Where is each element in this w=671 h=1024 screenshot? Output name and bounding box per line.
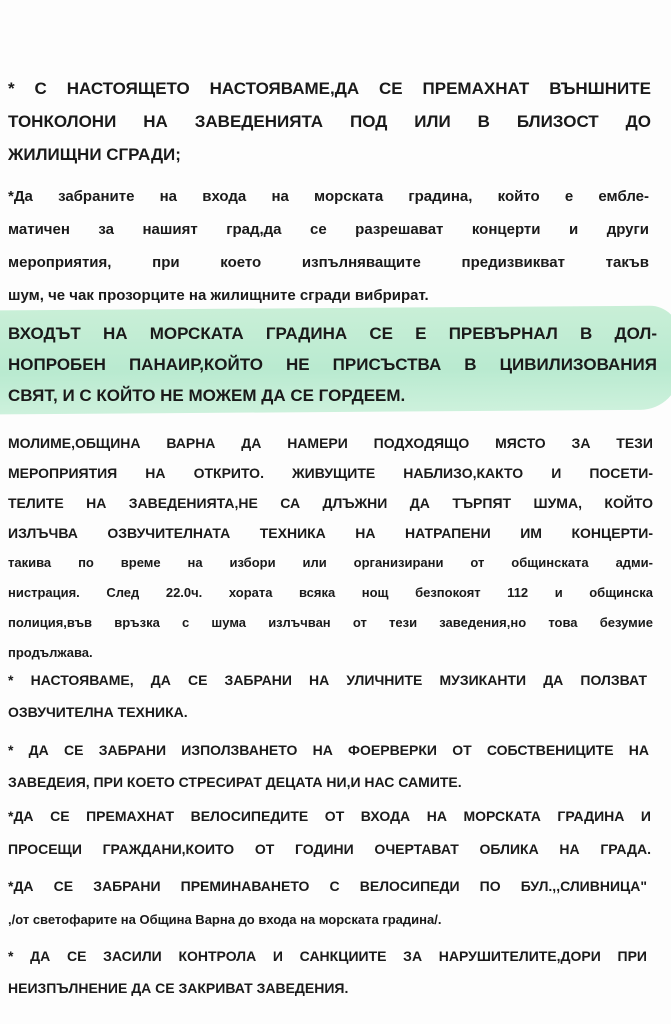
text-line: НЕИЗПЪЛНЕНИЕ ДА СЕ ЗАКРИВАТ ЗАВЕДЕНИЯ.	[8, 980, 349, 996]
text-line: ТЕЛИТЕ НА ЗАВЕДЕНИЯТА,НЕ СА ДЛЪЖНИ ДА ТЪРПЯТ ШУМА, КОЙТО	[8, 495, 653, 511]
text-line: * С НАСТОЯЩЕТО НАСТОЯВАМЕ,ДА СЕ ПРЕМАХНАТ ВЪНШНИТЕ	[8, 79, 651, 98]
text-line: *ДА СЕ ПРЕМАХНАТ ВЕЛОСИПЕДИТЕ ОТ ВХОДА НА МОРСКАТА ГРАДИНА И	[8, 808, 651, 824]
text-line: ТОНКОЛОНИ НА ЗАВЕДЕНИЯТА ПОД ИЛИ В БЛИЗОСТ ДО	[8, 112, 651, 131]
paragraph-fireworks	[0, 734, 671, 798]
paragraph-highlighted-fair	[0, 318, 671, 411]
text-line: продължава.	[8, 645, 93, 660]
text-line: ВХОДЪТ НА МОРСКАТА ГРАДИНА СЕ Е ПРЕВЪРНАЛ В ДОЛ-	[8, 324, 657, 343]
text-line: матичен за нашият град,да се разрешават концерти и други	[8, 221, 649, 238]
text-line: полиция,във връзка с шума излъчван от тези заведения,но това безумие	[8, 615, 653, 630]
paragraph-sanctions	[0, 940, 671, 1004]
text-line: ЖИЛИЩНИ СГРАДИ;	[8, 145, 181, 164]
text-line: СВЯТ, И С КОЙТО НЕ МОЖЕМ ДА СЕ ГОРДЕЕМ.	[8, 386, 406, 405]
text-line: ИЗЛЪЧВА ОЗВУЧИТЕЛНАТА ТЕХНИКА НА НАТРАПЕНИ ИМ КОНЦЕРТИ-	[8, 525, 653, 541]
text-line: МЕРОПРИЯТИЯ НА ОТКРИТО. ЖИВУЩИТЕ НАБЛИЗО,КАКТО И ПОСЕТИ-	[8, 465, 653, 481]
text-line: *ДА СЕ ЗАБРАНИ ПРЕМИНАВАНЕТО С ВЕЛОСИПЕДИ ПО БУЛ.,,СЛИВНИЦА"	[8, 878, 647, 894]
text-line: шум, че чак прозорците на жилищните сгради вибрират.	[8, 287, 429, 304]
paragraph-municipality-request	[0, 428, 671, 668]
text-line: *Да забраните на входа на морската градина, който е ембле-	[8, 188, 649, 205]
text-line: ЗАВЕДЕИЯ, ПРИ КОЕТО СТРЕСИРАТ ДЕЦАТА НИ,И НАС САМИТЕ.	[8, 774, 462, 790]
text-line: мероприятия, при което изпълняващите предизвикват такъв	[8, 254, 649, 271]
paragraph-street-musicians	[0, 664, 671, 728]
text-line: нистрация. След 22.0ч. хората всяка нощ безпокоят 112 и общинска	[8, 585, 653, 600]
text-line: ПРОСЕЩИ ГРАЖДАНИ,КОИТО ОТ ГОДИНИ ОЧЕРТАВАТ ОБЛИКА НА ГРАДА.	[8, 841, 651, 857]
paragraph-bicycles-ban	[0, 870, 671, 936]
text-line: * НАСТОЯВАМЕ, ДА СЕ ЗАБРАНИ НА УЛИЧНИТЕ МУЗИКАНТИ ДА ПОЛЗВАТ	[8, 672, 647, 688]
text-line: ,/от светофарите на Община Варна до входа на морската градина/.	[8, 912, 442, 927]
text-line: МОЛИМЕ,ОБЩИНА ВАРНА ДА НАМЕРИ ПОДХОДЯЩО МЯСТО ЗА ТЕЗИ	[8, 435, 653, 451]
text-line: такива по време на избори или организирани от общинската адми-	[8, 555, 653, 570]
paragraph-speakers-removal	[0, 72, 671, 171]
paragraph-concerts-ban	[0, 180, 671, 312]
text-line: * ДА СЕ ЗАСИЛИ КОНТРОЛА И САНКЦИИТЕ ЗА НАРУШИТЕЛИТЕ,ДОРИ ПРИ	[8, 948, 647, 964]
text-line: * ДА СЕ ЗАБРАНИ ИЗПОЛЗВАНЕТО НА ФОЕРВЕРКИ ОТ СОБСТВЕНИЦИТЕ НА	[8, 742, 649, 758]
text-line: НОПРОБЕН ПАНАИР,КОЙТО НЕ ПРИСЪСТВА В ЦИВИЛИЗОВАНИЯ	[8, 355, 657, 374]
text-line: ОЗВУЧИТЕЛНА ТЕХНИКА.	[8, 704, 188, 720]
paragraph-bicycles-removal	[0, 800, 671, 866]
